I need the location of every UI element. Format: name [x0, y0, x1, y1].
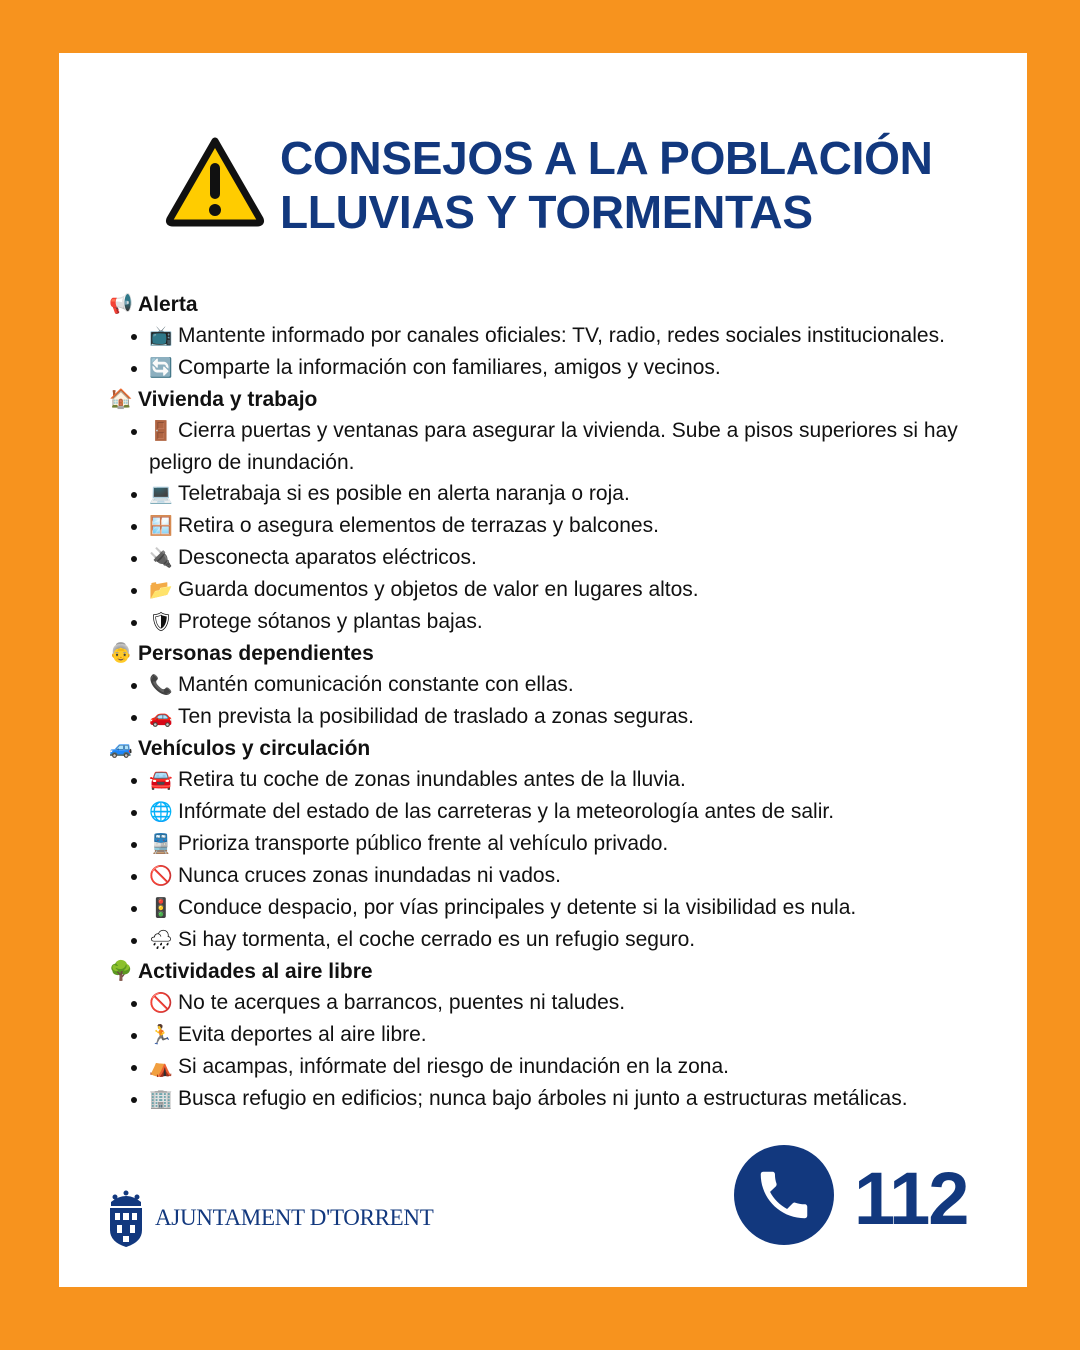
list-item [149, 510, 989, 542]
list-item [149, 1051, 989, 1083]
tree-icon: 🌳 [109, 961, 133, 982]
section-heading [109, 733, 989, 764]
list-item [149, 924, 989, 956]
elder-person-icon: 👵 [109, 643, 133, 664]
rain-cloud-icon: 🌧 [149, 930, 174, 951]
section-title: Vehículos y circulación [138, 737, 371, 760]
window-icon: 🪟 [149, 516, 173, 537]
list-item [149, 1019, 989, 1051]
share-icon: 🔄 [149, 358, 173, 379]
megaphone-icon: 📢 [109, 294, 133, 315]
title-line-1: CONSEJOS A LA POBLACIÓN [280, 132, 933, 184]
logo-text: AJUNTAMENT D'TORRENT [155, 1205, 434, 1230]
section-actividades [109, 956, 989, 1115]
list-item [149, 987, 989, 1019]
list-item [149, 542, 989, 574]
item-text: Teletrabaja si es posible en alerta naranja o roja. [178, 482, 630, 505]
section-heading [109, 956, 989, 987]
section-vehiculos [109, 733, 989, 956]
item-text: Comparte la información con familiares, amigos y vecinos. [178, 356, 721, 379]
section-heading [109, 638, 989, 669]
item-text: Conduce despacio, por vías principales y detente si la visibilidad es nula. [178, 896, 857, 919]
item-text: Infórmate del estado de las carreteras y la meteorología antes de salir. [178, 800, 835, 823]
runner-icon: 🏃 [149, 1025, 173, 1046]
list-item [149, 1083, 989, 1115]
item-text: Desconecta aparatos eléctricos. [178, 546, 477, 569]
item-text: Ten prevista la posibilidad de traslado a zonas seguras. [178, 705, 694, 728]
section-vivienda [109, 384, 989, 638]
list-item [149, 828, 989, 860]
office-building-icon: 🏢 [149, 1089, 173, 1110]
item-text: Retira o asegura elementos de terrazas y balcones. [178, 514, 659, 537]
list-item [149, 796, 989, 828]
warning-icon [164, 135, 266, 227]
phone-icon [734, 1145, 834, 1245]
suv-icon: 🚙 [109, 738, 133, 759]
item-text: Nunca cruces zonas inundadas ni vados. [178, 864, 561, 887]
section-title: Alerta [138, 293, 198, 316]
poster-card [59, 53, 1027, 1287]
traffic-light-icon: 🚦 [149, 898, 173, 919]
item-text: Mantén comunicación constante con ellas. [178, 673, 574, 696]
section-alerta [109, 289, 989, 384]
page-title [280, 131, 933, 239]
item-text: Evita deportes al aire libre. [178, 1023, 427, 1046]
advice-list [109, 289, 989, 1115]
list-item [149, 669, 989, 701]
telephone-icon: 📞 [149, 675, 173, 696]
item-text: Guarda documentos y objetos de valor en lugares altos. [178, 578, 699, 601]
coat-of-arms-icon [107, 1188, 145, 1248]
house-icon: 🏠 [109, 389, 133, 410]
emergency-number: 112 [854, 1157, 968, 1240]
car-icon: 🚗 [149, 707, 173, 728]
list-item [149, 478, 989, 510]
section-title: Personas dependientes [138, 642, 374, 665]
section-heading [109, 384, 989, 415]
list-item [149, 415, 989, 478]
list-item [149, 574, 989, 606]
section-title: Vivienda y trabajo [138, 388, 318, 411]
item-text: Si hay tormenta, el coche cerrado es un refugio seguro. [178, 928, 696, 951]
list-item [149, 892, 989, 924]
item-text: Prioriza transporte público frente al vehículo privado. [178, 832, 669, 855]
prohibited-icon: 🚫 [149, 993, 173, 1014]
ajuntament-logo [107, 1188, 433, 1248]
list-item [149, 860, 989, 892]
item-text: Protege sótanos y plantas bajas. [178, 610, 483, 633]
shield-icon: 🛡 [149, 612, 174, 633]
laptop-icon: 💻 [149, 484, 173, 505]
globe-icon: 🌐 [149, 802, 173, 823]
item-text: Si acampas, infórmate del riesgo de inundación en la zona. [178, 1055, 730, 1078]
item-text: Mantente informado por canales oficiales: TV, radio, redes sociales institucionales. [178, 324, 945, 347]
list-item [149, 606, 989, 638]
tv-icon: 📺 [149, 326, 173, 347]
item-text: Cierra puertas y ventanas para asegurar la vivienda. Sube a pisos superiores si hay peligro de inundación. [149, 419, 958, 474]
door-icon: 🚪 [149, 421, 173, 442]
train-icon: 🚆 [149, 834, 173, 855]
item-text: Retira tu coche de zonas inundables antes de la lluvia. [178, 768, 686, 791]
section-heading [109, 289, 989, 320]
folder-icon: 📂 [149, 580, 173, 601]
plug-icon: 🔌 [149, 548, 173, 569]
item-text: Busca refugio en edificios; nunca bajo árboles ni junto a estructuras metálicas. [178, 1087, 908, 1110]
list-item [149, 764, 989, 796]
list-item [149, 701, 989, 733]
prohibited-icon: 🚫 [149, 866, 173, 887]
section-title: Actividades al aire libre [138, 960, 373, 983]
car-front-icon: 🚘 [149, 770, 173, 791]
tent-icon: ⛺ [149, 1057, 173, 1078]
item-text: No te acerques a barrancos, puentes ni taludes. [178, 991, 626, 1014]
title-line-2: LLUVIAS Y TORMENTAS [280, 186, 813, 238]
list-item [149, 320, 989, 352]
list-item [149, 352, 989, 384]
section-personas [109, 638, 989, 733]
